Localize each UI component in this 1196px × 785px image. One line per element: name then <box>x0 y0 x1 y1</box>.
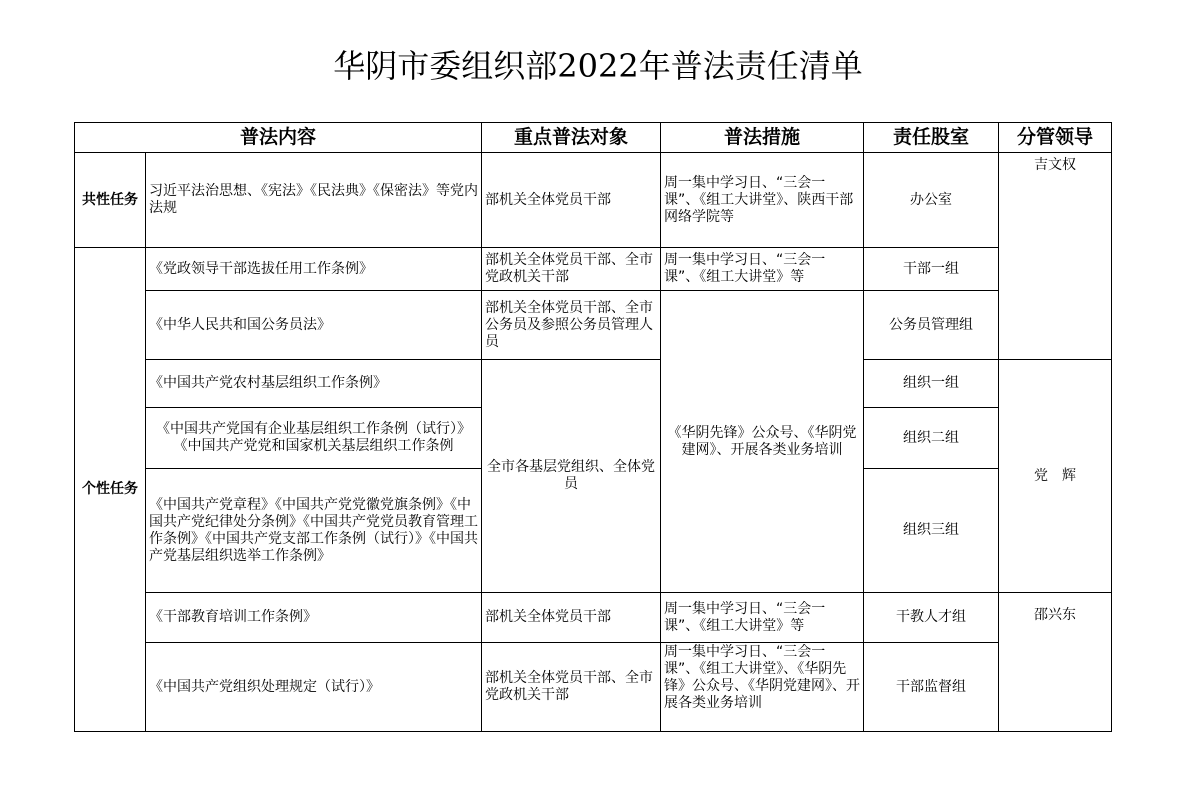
content-line: 《中国共产党国有企业基层组织工作条例（试行）》 <box>156 421 471 437</box>
measure-cell: 周一集中学习日、“三会一课”、《组工大讲堂》等 <box>661 248 864 291</box>
header-office: 责任股室 <box>864 123 999 153</box>
office-cell: 办公室 <box>864 153 999 248</box>
group-label-common: 共性任务 <box>75 153 146 248</box>
target-cell-merged: 全市各基层党组织、全体党员 <box>482 360 661 593</box>
measure-text: 周一集中学习日、“三会一课”、《组工大讲堂》、《华阴先锋》公众号、《华阴党建网》、开展各类业务培训 <box>664 644 861 711</box>
measure-cell-merged: 《华阴先锋》公众号、《华阴党建网》、开展各类业务培训 <box>661 291 864 593</box>
content-cell: 《党政领导干部选拔任用工作条例》 <box>146 248 482 291</box>
table-header-row <box>75 123 1112 153</box>
target-cell: 部机关全体党员干部、全市党政机关干部 <box>482 248 661 291</box>
header-target: 重点普法对象 <box>482 123 661 153</box>
target-cell: 部机关全体党员干部、全市党政机关干部 <box>482 643 661 732</box>
office-cell: 组织三组 <box>864 469 999 593</box>
measure-cell: 周一集中学习日、“三会一课”、《组工大讲堂》、陕西干部网络学院等 <box>661 153 864 248</box>
measure-cell: 周一集中学习日、“三会一课”、《组工大讲堂》等 <box>661 593 864 643</box>
content-cell: 习近平法治思想、《宪法》《民法典》《保密法》等党内法规 <box>146 153 482 248</box>
table-row <box>75 643 1112 732</box>
leader-cell: 党 辉 <box>999 360 1112 593</box>
content-cell: 《中国共产党章程》《中国共产党党徽党旗条例》《中国共产党纪律处分条例》《中国共产党党员教育管理工作条例》《中国共产党支部工作条例（试行）》《中国共产党基层组织选举工作条例》 <box>146 469 482 593</box>
content-line: 《中国共产党党和国家机关基层组织工作条例 <box>173 438 454 454</box>
content-cell: 《中国共产党农村基层组织工作条例》 <box>146 360 482 408</box>
content-cell: 《干部教育培训工作条例》 <box>146 593 482 643</box>
office-cell: 公务员管理组 <box>864 291 999 360</box>
table-row <box>75 360 1112 408</box>
target-cell: 部机关全体党员干部 <box>482 153 661 248</box>
office-cell: 干部监督组 <box>864 643 999 732</box>
content-cell: 《中华人民共和国公务员法》 <box>146 291 482 360</box>
header-measure: 普法措施 <box>661 123 864 153</box>
header-content: 普法内容 <box>75 123 482 153</box>
table-row <box>75 291 1112 360</box>
target-cell: 部机关全体党员干部、全市公务员及参照公务员管理人员 <box>482 291 661 360</box>
group-label-specific: 个性任务 <box>75 248 146 732</box>
header-leader: 分管领导 <box>999 123 1112 153</box>
content-cell <box>146 408 482 469</box>
page-title: 华阴市委组织部2022年普法责任清单 <box>333 47 863 85</box>
office-cell: 组织一组 <box>864 360 999 408</box>
target-cell: 部机关全体党员干部 <box>482 593 661 643</box>
office-cell: 干部一组 <box>864 248 999 291</box>
table-row <box>75 248 1112 291</box>
responsibility-table <box>74 122 1112 732</box>
content-cell: 《中国共产党组织处理规定（试行）》 <box>146 643 482 732</box>
leader-cell: 吉文权 <box>999 153 1112 360</box>
office-cell: 组织二组 <box>864 408 999 469</box>
table-row <box>75 593 1112 643</box>
table-row <box>75 153 1112 248</box>
measure-cell <box>661 643 864 732</box>
leader-cell: 邵兴东 <box>999 593 1112 732</box>
office-cell: 干教人才组 <box>864 593 999 643</box>
